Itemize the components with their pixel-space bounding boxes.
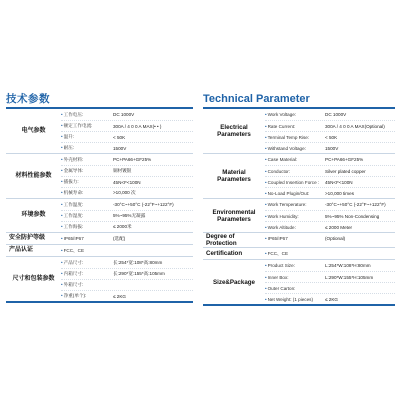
spec-name-cell	[265, 236, 325, 241]
spec-name: Conductor:	[267, 168, 291, 174]
bullet-icon: •	[61, 190, 63, 195]
spec-name-cell	[265, 214, 325, 219]
english-spec-column	[203, 92, 395, 306]
spec-value: PC+PA66+GF25%	[113, 157, 152, 162]
spec-section	[6, 257, 193, 303]
spec-row	[265, 199, 395, 210]
spec-name: Work Altitude:	[267, 224, 296, 230]
bullet-icon: •	[265, 134, 267, 140]
section-label: 材料性能参数	[15, 172, 52, 179]
spec-value: DC 1000V	[325, 112, 347, 117]
spec-section	[203, 260, 395, 306]
spec-row	[61, 165, 193, 176]
bullet-icon: •	[265, 157, 267, 162]
bullet-icon: •	[265, 213, 267, 219]
spec-name-cell	[265, 135, 325, 140]
spec-name-cell	[61, 293, 113, 299]
spec-name-cell	[265, 124, 325, 129]
section-rows	[61, 109, 193, 153]
spec-row	[265, 248, 395, 259]
spec-value: 45N<F<100N	[325, 179, 353, 185]
bullet-icon: •	[61, 201, 63, 207]
spec-name-cell	[265, 157, 325, 162]
section-rows	[265, 260, 395, 304]
spec-value: PC+PA66+GF25%	[325, 157, 364, 162]
bullet-icon: •	[61, 145, 63, 150]
spec-name-cell	[61, 145, 113, 151]
spec-name: Net Weight: (1 pieces)	[267, 296, 313, 302]
bullet-icon: •	[61, 282, 63, 287]
spec-value: ≤ 2KG	[113, 293, 126, 299]
bullet-icon: •	[61, 293, 63, 298]
spec-section	[6, 109, 193, 154]
bullet-icon: •	[61, 168, 63, 173]
spec-name-cell	[265, 251, 325, 257]
bullet-icon: •	[61, 156, 63, 162]
spec-name-cell	[61, 190, 113, 196]
spec-section	[6, 199, 193, 233]
spec-section	[203, 199, 395, 233]
spec-name: 温升:	[63, 134, 75, 139]
spec-row	[61, 154, 193, 165]
spec-name: 工作海拔:	[63, 224, 84, 229]
section-label: 尺寸和包装参数	[12, 275, 55, 282]
bullet-icon: •	[265, 190, 267, 196]
spec-value: DC 1000V	[113, 112, 135, 117]
spec-section	[6, 233, 193, 245]
spec-row	[265, 187, 395, 198]
spec-value: < 50K	[113, 134, 126, 140]
spec-row	[265, 233, 395, 244]
spec-name: 额定工作电流:	[63, 123, 93, 128]
section-rows	[265, 109, 395, 153]
spec-name-cell	[61, 157, 113, 163]
spec-value: >10,000 times	[325, 190, 354, 196]
bullet-icon: •	[61, 134, 63, 139]
spec-name: FCC、CE	[267, 250, 289, 256]
spec-name: 插拔力:	[63, 179, 79, 184]
spec-name: 耐压:	[63, 145, 75, 150]
spec-value: ≤ 2KG	[325, 296, 338, 302]
section-rows	[265, 154, 395, 198]
spec-name-cell	[265, 191, 325, 196]
spec-name-cell	[61, 123, 113, 129]
section-rows	[61, 257, 193, 301]
section-label: 环境参数	[21, 212, 46, 218]
chinese-spec-table	[6, 109, 193, 303]
spec-row	[61, 199, 193, 210]
chinese-spec-column	[6, 92, 193, 303]
bullet-icon: •	[265, 179, 267, 185]
section-rows	[265, 233, 395, 247]
spec-name: IP65/IP67	[267, 236, 288, 241]
bullet-icon: •	[265, 112, 267, 117]
spec-name: 产品尺寸:	[63, 259, 84, 265]
bullet-icon: •	[265, 123, 267, 129]
bullet-icon: •	[265, 285, 267, 291]
section-rows	[61, 199, 193, 232]
spec-row	[61, 176, 193, 187]
bullet-icon: •	[61, 111, 63, 117]
spec-name: 内箱尺寸:	[63, 271, 84, 276]
spec-value: L:290*W:155*H:105mm	[325, 274, 374, 280]
spec-name: 净重(单个):	[63, 293, 87, 298]
spec-row	[61, 187, 193, 198]
bullet-icon: •	[61, 271, 63, 276]
spec-name-cell	[265, 180, 325, 185]
bullet-icon: •	[265, 202, 267, 207]
spec-name-cell	[265, 202, 325, 207]
section-rows	[265, 199, 395, 232]
spec-name: Terminal Temp Rise:	[267, 134, 310, 140]
spec-name-cell	[265, 286, 325, 291]
spec-value: 长:254*宽:108*高:80mm	[113, 259, 163, 265]
spec-name: 外箱尺寸:	[63, 282, 84, 287]
bullet-icon: •	[265, 263, 267, 268]
spec-name: No-Load Plugin/Out:	[267, 190, 310, 196]
spec-name-cell	[61, 282, 113, 288]
spec-row	[265, 109, 395, 120]
spec-name: 机械寿命:	[63, 190, 84, 195]
spec-row	[265, 165, 395, 176]
spec-row	[61, 257, 193, 268]
spec-name: 金属导体:	[63, 168, 84, 173]
spec-value: 300A / 4 0 0 A MAX(• • )	[113, 123, 162, 129]
spec-name: 工作电压:	[63, 111, 84, 117]
section-rows	[61, 245, 193, 256]
spec-row	[265, 154, 395, 165]
spec-name-cell	[61, 168, 113, 174]
spec-value: < 50K	[325, 134, 338, 140]
spec-section	[203, 154, 395, 199]
spec-section	[6, 154, 193, 199]
bullet-icon: •	[265, 250, 267, 256]
chinese-heading-block	[6, 92, 193, 107]
section-label: Size&Package	[213, 278, 255, 286]
spec-value: 5%~95% Non-Condensing	[325, 213, 380, 219]
section-label: Environmental Parameters	[212, 208, 256, 223]
spec-value: ≤ 2000 Meter	[325, 224, 353, 230]
spec-row	[61, 221, 193, 232]
section-label: Material Parameters	[217, 169, 251, 183]
english-heading-block	[203, 92, 395, 107]
spec-name: FCC、CE	[63, 247, 85, 253]
spec-name-cell	[61, 224, 113, 230]
section-label: 产品认证	[9, 247, 34, 253]
spec-name: Work Voltage:	[267, 112, 297, 117]
bullet-icon: •	[61, 236, 63, 241]
spec-value: -30°C~+50°C (-22°F~+122°F)	[113, 202, 174, 207]
spec-name: Rate Current:	[267, 123, 296, 129]
spec-row	[61, 131, 193, 142]
spec-row	[61, 142, 193, 153]
spec-value: 1500V	[325, 145, 339, 151]
spec-name-cell	[61, 213, 113, 219]
spec-row	[61, 245, 193, 256]
spec-name-cell	[61, 260, 113, 266]
section-label: 安全防护等级	[9, 235, 46, 241]
spec-name: 工作温度:	[63, 201, 84, 207]
spec-value: -30°C~+50°C (-22°F~+122°F)	[325, 202, 386, 207]
section-label: 电气参数	[21, 127, 46, 134]
english-spec-table	[203, 109, 395, 306]
spec-row	[265, 271, 395, 282]
spec-name: Work Humidity:	[267, 213, 299, 219]
bullet-icon: •	[265, 224, 267, 230]
spec-name-cell	[61, 112, 113, 118]
spec-name-cell	[61, 179, 113, 185]
spec-value: 长:290*宽:155*高:105mm	[113, 271, 165, 276]
spec-name-cell	[265, 169, 325, 174]
spec-name-cell	[265, 263, 325, 268]
spec-value: 45N<F<100N	[113, 179, 141, 185]
spec-value: L:254*W:108*H:80mm	[325, 263, 371, 268]
spec-section	[6, 245, 193, 257]
english-heading: Technical Parameter	[203, 93, 310, 105]
spec-row	[61, 210, 193, 221]
spec-name-cell	[265, 225, 325, 230]
spec-value: Silver plated copper	[325, 168, 366, 174]
spec-section	[203, 233, 395, 248]
spec-row	[61, 268, 193, 279]
spec-value: ≤ 2000米	[113, 224, 132, 229]
spec-row	[61, 279, 193, 290]
spec-row	[265, 131, 395, 142]
spec-name-cell	[61, 271, 113, 277]
spec-value: 300A / 4 0 0 A MAX(Optional)	[325, 123, 385, 129]
spec-name-cell	[265, 112, 325, 117]
spec-row	[265, 210, 395, 221]
spec-name: 工作湿度:	[63, 213, 84, 218]
bullet-icon: •	[265, 236, 267, 241]
spec-row	[61, 109, 193, 120]
section-label: Degree of Protection	[206, 233, 237, 247]
spec-row	[265, 260, 395, 271]
spec-name-cell	[61, 134, 113, 140]
spec-row	[265, 120, 395, 131]
bullet-icon: •	[265, 145, 267, 151]
spec-value: 铜材镀银	[113, 168, 132, 173]
bullet-icon: •	[265, 296, 267, 302]
bullet-icon: •	[61, 247, 63, 253]
spec-row	[265, 176, 395, 187]
spec-value: 5%~95%无凝露	[113, 213, 146, 218]
spec-name: IP65/IP67	[63, 236, 84, 241]
bullet-icon: •	[61, 259, 63, 265]
spec-row	[265, 221, 395, 232]
bullet-icon: •	[61, 179, 63, 184]
spec-name-cell	[61, 236, 113, 241]
spec-value: 1500V	[113, 145, 127, 151]
section-rows	[61, 154, 193, 198]
spec-row	[265, 282, 395, 293]
spec-name: Work Temperature:	[267, 202, 307, 207]
spec-row	[61, 120, 193, 131]
spec-value: >10,000 次	[113, 190, 136, 195]
spec-value: (Optional)	[325, 236, 346, 241]
spec-name-cell	[61, 248, 113, 254]
spec-name-cell	[265, 275, 325, 280]
bullet-icon: •	[61, 213, 63, 218]
section-rows	[265, 248, 395, 259]
spec-name: Outer Carton:	[267, 285, 296, 291]
chinese-heading: 技术参数	[6, 93, 50, 105]
spec-row	[265, 142, 395, 153]
spec-name: Coupled Insertion Force :	[267, 179, 320, 185]
spec-name: Product Size:	[267, 263, 295, 268]
section-label: Electrical Parameters	[217, 124, 251, 138]
spec-value: (选配)	[113, 235, 126, 241]
spec-name-cell	[265, 297, 325, 302]
spec-name-cell	[265, 146, 325, 151]
section-label: Certification	[206, 250, 243, 257]
section-rows	[61, 233, 193, 244]
bullet-icon: •	[265, 168, 267, 174]
bullet-icon: •	[61, 224, 63, 229]
spec-section	[203, 248, 395, 260]
spec-name-cell	[61, 202, 113, 208]
bullet-icon: •	[265, 274, 267, 280]
spec-row	[61, 290, 193, 301]
spec-name: 外壳材料:	[63, 156, 84, 162]
spec-row	[265, 293, 395, 304]
spec-name: Withstand Voltage:	[267, 145, 306, 151]
spec-row	[61, 233, 193, 244]
bullet-icon: •	[61, 123, 63, 128]
spec-section	[203, 109, 395, 154]
spec-name: Case Material:	[267, 157, 298, 162]
spec-name: Inner Box:	[267, 274, 289, 280]
